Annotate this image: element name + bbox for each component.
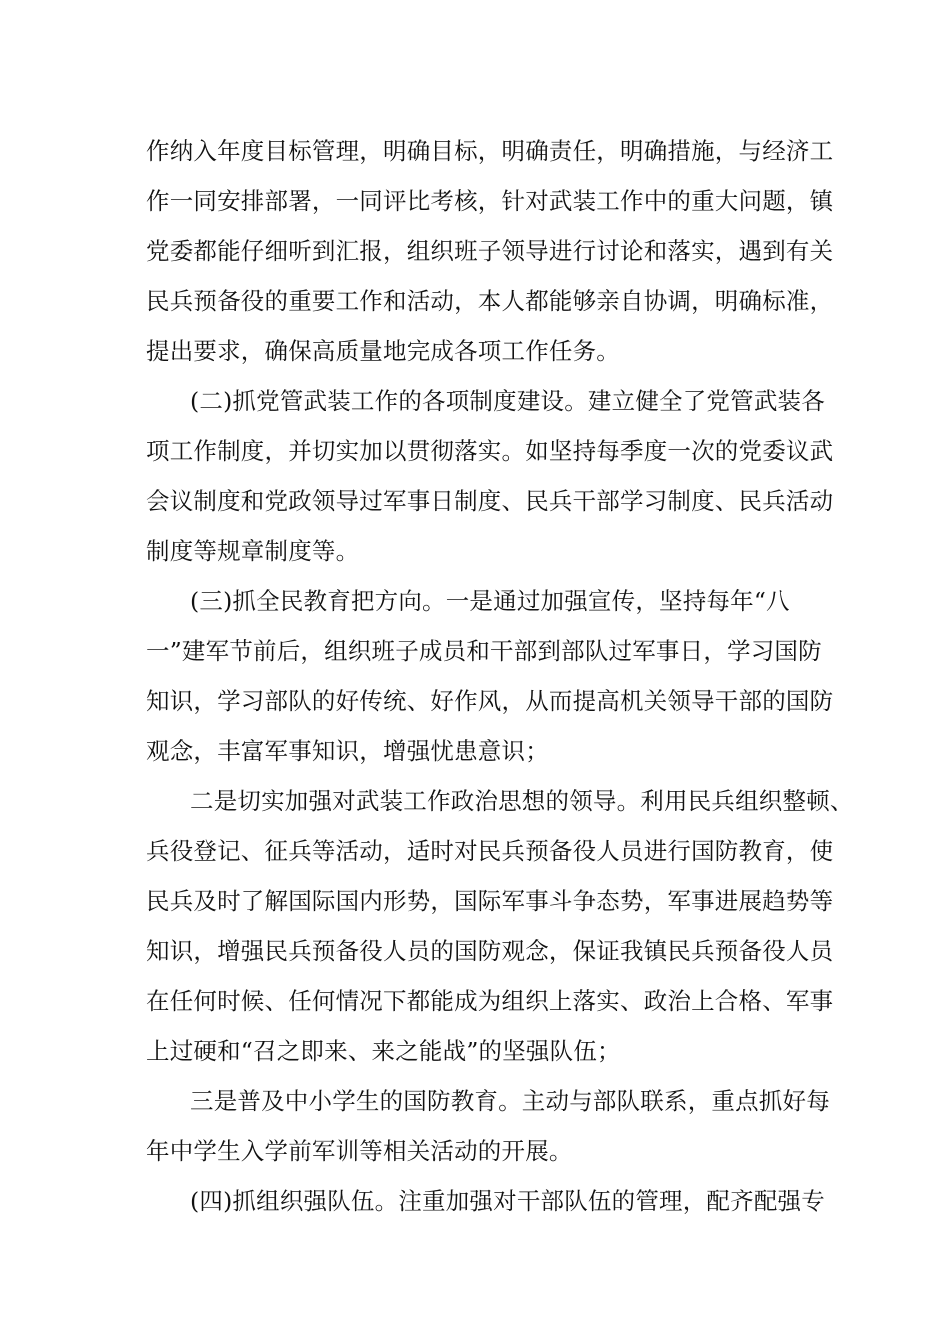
- paragraph-start: 三是普及中小学生的国防教育。主动与部队联系，重点抓好每: [190, 1087, 830, 1115]
- text-line: 一”建军节前后，组织班子成员和干部到部队过军事日，学习国防: [146, 637, 822, 665]
- text-line: 知识，增强民兵预备役人员的国防观念，保证我镇民兵预备役人员: [146, 937, 834, 965]
- paragraph-heading-3: (三)抓全民教育把方向。一是通过加强宣传，坚持每年“八: [190, 587, 790, 615]
- text-line: 上过硬和“召之即来、来之能战”的坚强队伍；: [146, 1037, 621, 1065]
- text-line: 项工作制度，并切实加以贯彻落实。如坚持每季度一次的党委议武: [146, 437, 834, 465]
- paragraph-start: 二是切实加强对武装工作政治思想的领导。利用民兵组织整顿、: [190, 787, 854, 815]
- text-line: 年中学生入学前军训等相关活动的开展。: [146, 1137, 573, 1165]
- text-line: 民兵预备役的重要工作和活动，本人都能够亲自协调，明确标准，: [146, 287, 834, 315]
- text-line: 兵役登记、征兵等活动，适时对民兵预备役人员进行国防教育，使: [146, 837, 834, 865]
- text-line: 会议制度和党政领导过军事日制度、民兵干部学习制度、民兵活动: [146, 487, 834, 515]
- text-line: 提出要求，确保高质量地完成各项工作任务。: [146, 337, 620, 365]
- paragraph-heading-2: (二)抓党管武装工作的各项制度建设。建立健全了党管武装各: [190, 387, 825, 415]
- text-line: 作一同安排部署，一同评比考核，针对武装工作中的重大问题，镇: [146, 187, 834, 215]
- text-line: 制度等规章制度等。: [146, 537, 360, 565]
- text-line: 民兵及时了解国际国内形势，国际军事斗争态势，军事进展趋势等: [146, 887, 834, 915]
- text-line: 在任何时候、任何情况下都能成为组织上落实、政治上合格、军事: [146, 987, 834, 1015]
- paragraph-heading-4: (四)抓组织强队伍。注重加强对干部队伍的管理，配齐配强专: [190, 1187, 825, 1215]
- text-line: 观念，丰富军事知识，增强忧患意识；: [146, 737, 549, 765]
- text-line: 党委都能仔细听到汇报，组织班子领导进行讨论和落实，遇到有关: [146, 237, 834, 265]
- text-line: 作纳入年度目标管理，明确目标，明确责任，明确措施，与经济工: [146, 137, 834, 165]
- text-line: 知识，学习部队的好传统、好作风，从而提高机关领导干部的国防: [146, 687, 834, 715]
